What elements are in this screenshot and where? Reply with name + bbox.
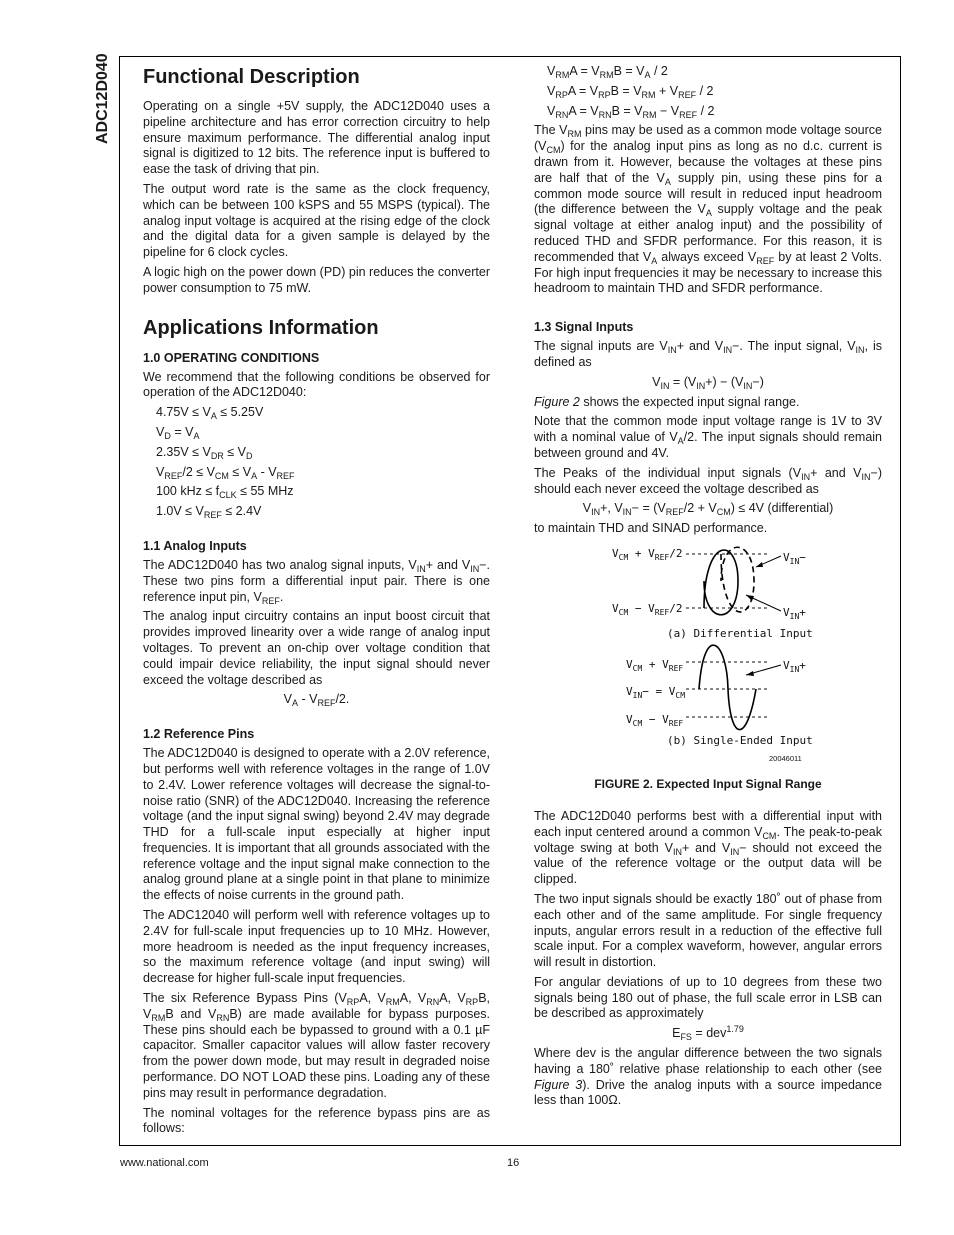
label-vin-minus-eq-vcm: $V_{IN}- = V_{CM}$ (626, 684, 686, 700)
condition-item: $V_D = V_A$ (156, 424, 200, 441)
right-column (534, 64, 882, 1113)
operating-conditions-intro: We recommend that the following conditions be observed for operation of the ADC12D040: (143, 369, 490, 400)
condition-item: $V_{REF}/2 \le V_{CM} \le V_A - V_{REF}$ (156, 464, 295, 481)
dev-paragraph: Where dev is the angular difference between the two signals having a 180˚ relative phase relationship to each other (see Figure 3). Drive the analog inputs with a source impedance less than 100Ω. (534, 1046, 882, 1108)
label-vcm-minus-vref-half: $V_{CM} - V_{REF}/2$ (612, 601, 683, 617)
figure-2-link[interactable]: Figure 2 (534, 394, 580, 409)
analog-inputs-paragraph: The ADC12D040 has two analog signal inputs, $V_{IN}+$ and $V_{IN}-$. These two pins form a differential input pair. There is one reference input pin, $V_{REF}$. (143, 557, 490, 606)
performance-paragraph: The ADC12D040 performs best with a differential input with each input centered around a common $V_{CM}$. The peak-to-peak voltage swing at both $V_{IN}+$ and $V_{IN}-$ should not exceed the value of the reference voltage or the output data will be clipped. (534, 808, 882, 887)
label-vcm-plus-vref: $V_{CM} + V_{REF}$ (626, 657, 684, 673)
label-single-ended-input: (b) Single-Ended Input (667, 733, 813, 747)
reference-pins-paragraph: The nominal voltages for the reference bypass pins are as follows: (143, 1105, 490, 1136)
left-column (143, 64, 490, 1141)
section-heading: 1.3 Signal Inputs (534, 320, 634, 335)
signal-inputs-paragraph: Figure 2 shows the expected input signal range. (534, 394, 800, 409)
label-vin-minus: $V_{IN}-$ (783, 550, 806, 566)
signal-inputs-paragraph: The Peaks of the individual input signals ($V_{IN}+$ and $V_{IN}-$) should each never exceed the voltage described as (534, 465, 882, 496)
condition-item: 100 kHz ≤ $f_{CLK} \le 55$ MHz (156, 484, 294, 501)
label-vcm-plus-vref-half: $V_{CM} + V_{REF}/2$ (612, 546, 683, 562)
functional-description-heading: Functional Description (143, 66, 360, 88)
condition-item: $4.75V \le V_A \le 5.25V$ (156, 405, 264, 422)
section-heading: 1.1 Analog Inputs (143, 538, 247, 553)
reference-pins-paragraph: The ADC12D040 is designed to operate with a 2.0V reference, but performs well with reference voltages in the range of 1.0V to 2.4V. Lower reference voltages will decrease the signal-to-noise ratio (SNR) of the ADC12D040. Increasing the reference voltage (and the input signal swing) beyond 2.4V may degrade THD for a full-scale input especially at higher input frequencies. It is important that all grounds associated with the reference voltage and the input signal make connection to the analog ground plane at a single point in that plane to minimize the effects of noise currents in the ground path. (143, 746, 490, 903)
label-differential-input: (a) Differential Input (667, 626, 813, 640)
figure-2-caption: FIGURE 2. Expected Input Signal Range (594, 776, 822, 791)
signal-inputs-paragraph: to maintain THD and SINAD performance. (534, 521, 768, 536)
common-mode-paragraph: The $V_{RM}$ pins may be used as a common mode voltage source $(V_{CM})$ for the analog input pins as long as no d.c. current is drawn from it. However, because the voltages at these pins are half that of the $V_A$ supply pin, using these pins for a common mode source will result in reduced input headroom (the difference between the $V_A$ supply voltage and the peak signal voltage at either analog input) and the possibility of reduced THD and SFDR performance. For this reason, it is recommended that $V_A$ always exceed $V_{REF}$ by at least 2 Volts. For high input frequencies it may be necessary to increase this headroom to maintain THD and SFDR performance. (534, 123, 882, 296)
equation: $E_{FS} = dev^{1.79}$ (672, 1024, 744, 1043)
signal-inputs-paragraph: The signal inputs are $V_{IN}+$ and $V_{IN}-$. The input signal, $V_{IN}$, is defined as (534, 339, 882, 369)
equation: $V_{IN} = (V_{IN}+) - (V_{IN}-)$ (652, 374, 764, 391)
figure-code: 20046011 (769, 753, 802, 763)
label-vin-plus-b: $V_{IN}+$ (783, 658, 806, 674)
applications-information-heading: Applications Information (143, 316, 379, 339)
analog-inputs-paragraph: The analog input circuitry contains an input boost circuit that provides improved linearity over a wide range of analog input voltages. To prevent an on-chip over voltage condition that could impair device reliability, the input signal should never exceed the voltage described as (143, 609, 490, 687)
func-paragraph: A logic high on the power down (PD) pin reduces the converter power consumption to 75 mW. (143, 264, 490, 295)
func-paragraph: The output word rate is the same as the clock frequency, which can be between 100 kSPS and 55 MSPS (typical). The analog input voltage is acquired at the rising edge of the clock and the digital data for a given sample is delayed by the pipeline for 6 clock cycles. (143, 181, 490, 260)
label-vcm-minus-vref: $V_{CM} - V_{REF}$ (626, 712, 684, 728)
equation: $V_{RM}A = V_{RM}B = V_A / 2$ (547, 64, 668, 80)
equation: $V_{RP}A = V_{RP}B = V_{RM} + V_{REF} / 2$ (547, 83, 714, 100)
figure-3-link[interactable]: Figure 3 (534, 1077, 583, 1092)
equation: $V_{IN}+$, $V_{IN}- = (V_{REF}/2 + V_{CM}) \le 4V$ (differential) (582, 501, 834, 518)
figure-2-diagram (534, 541, 882, 769)
footer-page-number: 16 (507, 1157, 520, 1169)
equation: $V_{RN}A = V_{RN}B = V_{RM} - V_{REF} / 2$ (547, 103, 715, 120)
angular-paragraph: For angular deviations of up to 10 degrees from these two signals being 180 out of phase, the full scale error in LSB can be described as approximately (534, 974, 882, 1021)
condition-item: $1.0V \le V_{REF} \le 2.4V$ (156, 504, 262, 521)
operating-conditions-list (143, 405, 490, 520)
reference-pins-paragraph: The six Reference Bypass Pins ($V_{RP}A$, $V_{RM}A$, $V_{RN}A$, $V_{RP}B$, $V_{RM}B$ and $V_{RN}B$) are made available for bypass purposes. These pins should each be bypassed to ground with a 0.1 µF capacitor. Smaller capacitor values will allow faster recovery from the power down mode, but may result in degraded noise performance. DO NOT LOAD these pins. Loading any of these pins may result in performance degradation. (143, 991, 490, 1100)
side-label: ADC12D040 (94, 53, 111, 144)
section-heading: 1.0 OPERATING CONDITIONS (143, 350, 320, 365)
footer-website[interactable]: www.national.com (120, 1157, 209, 1169)
bypass-voltage-list (534, 64, 882, 119)
section-heading: 1.2 Reference Pins (143, 727, 255, 742)
reference-pins-paragraph: The ADC12040 will perform well with reference voltages up to 2.4V for full-scale input frequencies up to 10 MHz. However, more headroom is needed as the input frequency increases, so the maximum reference voltage (and input swing) will decrease for higher full-scale input frequencies. (143, 908, 490, 986)
equation: $V_A - V_{REF}/2$. (283, 692, 350, 709)
condition-item: $2.35V \le V_{DR} \le V_D$ (156, 444, 253, 461)
label-vin-plus: $V_{IN}+$ (783, 605, 806, 621)
signal-inputs-paragraph: Note that the common mode input voltage range is 1V to 3V with a nominal value of $V_A/2$. The input signals should remain between ground and 4V. (534, 414, 882, 460)
func-paragraph: Operating on a single +5V supply, the ADC12D040 uses a pipeline architecture and has error correction circuitry to help ensure maximum performance. The differential analog input signal is digitized to 12 bits. The reference input is buffered to ease the task of driving that pin. (143, 99, 490, 177)
phase-paragraph: The two input signals should be exactly 180˚ out of phase from each other and of the same amplitude. For single frequency inputs, angular errors result in a reduction of the effective full scale input. For a complex waveform, however, angular errors will result in distortion. (534, 891, 882, 970)
